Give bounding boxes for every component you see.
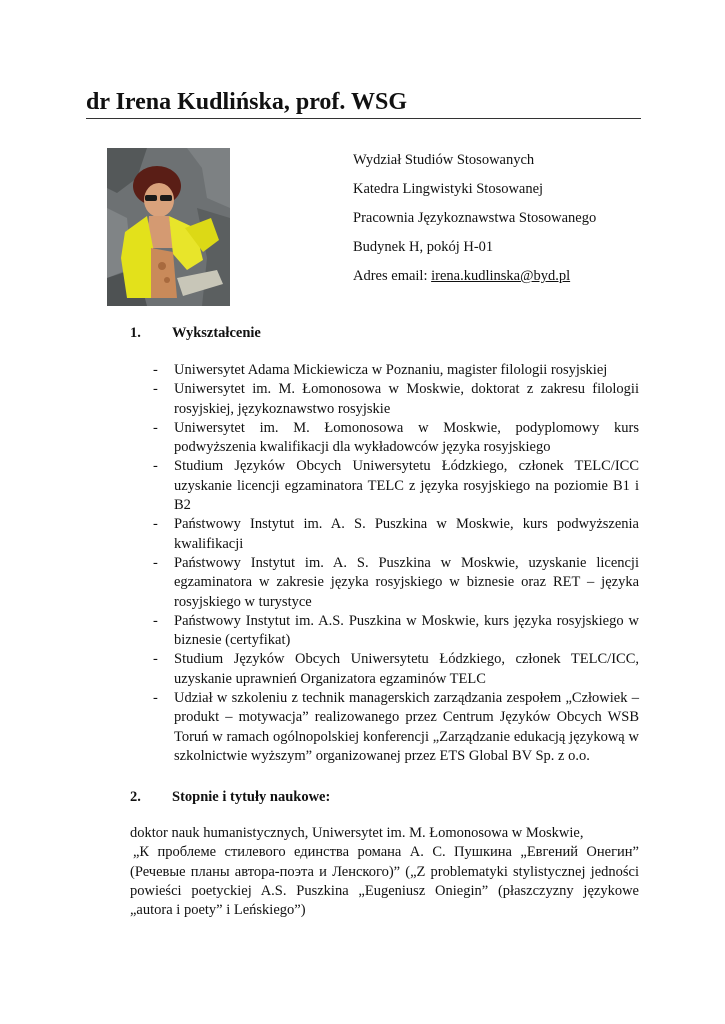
contact-block — [353, 146, 643, 291]
list-item: - Państwowy Instytut im. A. S. Puszkina w Moskwie, kurs podwyższenia kwalifikacji — [153, 516, 639, 552]
list-item: - Uniwersytet Adama Mickiewicza w Poznaniu, magister filologii rosyjskiej — [153, 362, 608, 378]
section-title: Wykształcenie — [172, 325, 261, 341]
list-item: - Udział w szkoleniu z technik managerskich zarządzania zespołem „Człowiek – produkt – motywacja” realizowanego przez Centrum Języków Obcych WSB Toruń w ramach ogólnopolskiej konferencji „Zarządzanie edukacją językową w szkolnictwie wyższym” organizowanej przez ETS Global BV Sp. z o.o. — [153, 690, 639, 764]
degrees-heading — [130, 787, 330, 807]
section-number: 1. — [130, 325, 141, 341]
section-title: Stopnie i tytuły naukowe: — [172, 789, 331, 805]
portrait-illustration — [107, 148, 230, 306]
degree-paragraph — [130, 824, 639, 920]
room-text: Budynek H, pokój H-01 — [353, 239, 494, 255]
list-item: - Państwowy Instytut im. A.S. Puszkina w Moskwie, kurs języka rosyjskiego w biznesie (certyfikat) — [153, 612, 639, 649]
email-line — [353, 262, 643, 291]
email-label: Adres email: — [353, 268, 432, 284]
education-heading — [130, 323, 261, 343]
section-number: 2. — [130, 789, 141, 805]
degree-line: doktor nauk humanistycznych, Uniwersytet im. M. Łomonosowa w Moskwie, — [130, 825, 584, 841]
dissertation-title: „К проблеме стилевого единства романа А. С. Пушкина „Евгений Онегин” (Речевые планы автора-поэта и Ленского)” („Z problematyki stylistycznej jedności powieści poetyckiej A.S. Puszkina „Eugeniusz Oniegin” (płaszczyzny językowe „autora i poety” i Leńskiego”) — [130, 844, 639, 919]
lab-text: Pracownia Językoznawstwa Stosowanego — [353, 210, 597, 226]
list-item: - Studium Języków Obcych Uniwersytetu Łódzkiego, członek TELC/ICC, uzyskanie uprawnień Organizatora egzaminów TELC — [153, 651, 639, 687]
portrait-photo — [107, 148, 230, 306]
department-text: Katedra Lingwistyki Stosowanej — [353, 181, 544, 197]
education-list — [150, 361, 639, 766]
email-link[interactable]: irena.kudlinska@byd.pl — [431, 268, 571, 284]
page-title: dr Irena Kudlińska, prof. WSG — [86, 88, 641, 119]
faculty-text: Wydział Studiów Stosowanych — [353, 152, 535, 168]
list-item: - Uniwersytet im. M. Łomonosowa w Moskwie, podyplomowy kurs podwyższenia kwalifikacji dla wykładowców języka rosyjskiego — [153, 419, 639, 456]
list-item: - Studium Języków Obcych Uniwersytetu Łódzkiego, członek TELC/ICC uzyskanie licencji egzaminatora TELC z języka rosyjskiego na poziomie B1 i B2 — [153, 458, 639, 514]
list-item: - Państwowy Instytut im. A. S. Puszkina w Moskwie, uzyskanie licencji egzaminatora w zakresie języka rosyjskiego w biznesie oraz RET – języka rosyjskiego w turystyce — [153, 554, 639, 610]
list-item: - Uniwersytet im. M. Łomonosowa w Moskwie, doktorat z zakresu filologii rosyjskiej, językoznawstwo rosyjskie — [153, 381, 639, 417]
